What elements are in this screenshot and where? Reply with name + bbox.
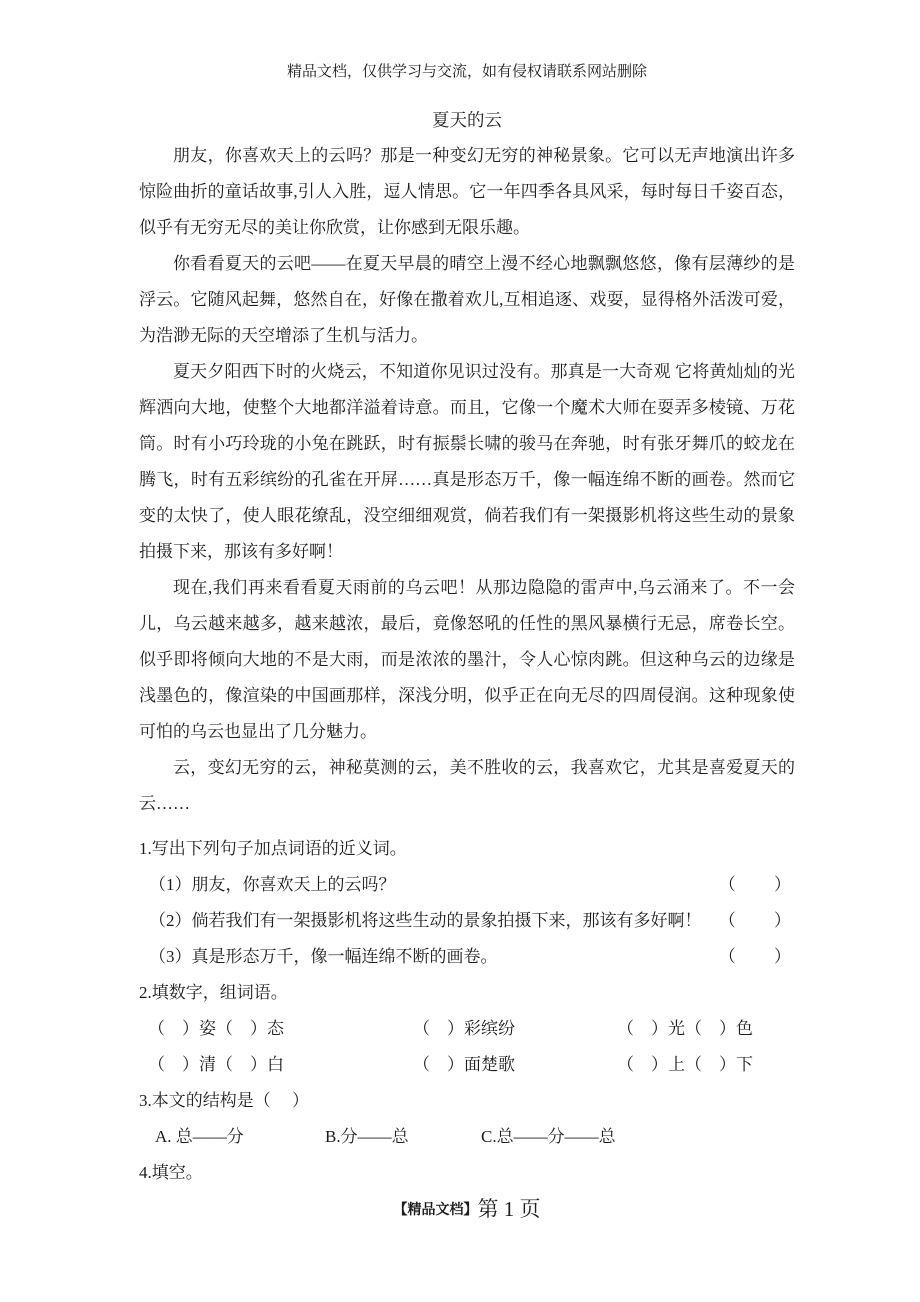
fill-word-blank: （ ）面楚歌 <box>413 1055 515 1074</box>
exercise-section <box>139 831 795 1191</box>
question-3-prompt: 3.本文的结构是（ ） <box>139 1091 309 1110</box>
question-2-prompt: 2.填数字，组词语。 <box>139 983 288 1002</box>
page-title: 夏天的云 <box>432 110 502 130</box>
question-3-options <box>139 1119 795 1155</box>
question-1-item-3 <box>139 939 795 975</box>
question-4-prompt: 4.填空。 <box>139 1163 203 1182</box>
question-1-item-3-text: （3）真是形态万千，像一幅连绵不断的画卷。 <box>149 947 498 966</box>
article-body <box>139 138 795 822</box>
question-2-row-1 <box>139 1011 795 1047</box>
paragraph-3: 夏天夕阳西下时的火烧云，不知道你见识过没有。那真是一大奇观 它将黄灿灿的光辉洒向大地，使整个大地都洋溢着诗意。而且，它像一个魔术大师在耍弄多棱镜、万花筒。时有小巧玲珑的小兔在跳跃，时有振鬃长啸的骏马在奔驰，时有张牙舞爪的蛟龙在腾飞，时有五彩缤纷的孔雀在开屏……真是形态万千，像一幅连绵不断的画卷。然而它变的太快了，使人眼花缭乱，没空细细观赏，倘若我们有一架摄影机将这些生动的景象拍摄下来，那该有多好啊！ <box>139 362 795 561</box>
question-1-item-1-text: （1）朋友，你喜欢天上的云吗？ <box>149 875 396 894</box>
question-1-prompt: 1.写出下列句子加点词语的近义词。 <box>139 839 407 858</box>
page-footer <box>139 1193 795 1223</box>
question-2-row-2 <box>139 1047 795 1083</box>
question-1-item-2 <box>139 903 795 939</box>
footer-page-number: 第 1 页 <box>477 1197 541 1221</box>
watermark-header: 精品文档，仅供学习与交流，如有侵权请联系网站删除 <box>286 64 647 80</box>
fill-word-blank: （ ）光（ ）色 <box>617 1019 753 1038</box>
option-a: A. 总——分 <box>155 1127 244 1146</box>
paragraph-2: 你看看夏天的云吧——在夏天早晨的晴空上漫不经心地飘飘悠悠，像有层薄纱的是浮云。它随风起舞，悠然自在，好像在撒着欢儿,互相追逐、戏耍，显得格外活泼可爱，为浩渺无际的天空增添了生机与活力。 <box>139 254 795 345</box>
answer-blank: （ ） <box>718 875 791 894</box>
fill-word-blank: （ ）清（ ）白 <box>148 1055 284 1074</box>
answer-blank: （ ） <box>718 947 791 966</box>
paragraph-5: 云，变幻无穷的云，神秘莫测的云，美不胜收的云，我喜欢它，尤其是喜爱夏天的云…… <box>139 758 795 813</box>
answer-blank: （ ） <box>718 911 791 930</box>
option-c: C.总——分——总 <box>481 1127 616 1146</box>
fill-word-blank: （ ）上（ ）下 <box>617 1055 753 1074</box>
question-1-item-2-text: （2）倘若我们有一架摄影机将这些生动的景象拍摄下来，那该有多好啊！ <box>149 911 702 930</box>
fill-word-blank: （ ）彩缤纷 <box>413 1019 515 1038</box>
paragraph-4: 现在,我们再来看看夏天雨前的乌云吧！从那边隐隐的雷声中,乌云涌来了。不一会儿，乌云越来越多，越来越浓，最后，竟像怒吼的任性的黑风暴横行无忌，席卷长空。似乎即将倾向大地的不是大雨，而是浓浓的墨汁，令人心惊肉跳。但这种乌云的边缘是浅墨色的，像渲染的中国画那样，深浅分明，似乎正在向无尽的四周侵润。这种现象使可怕的乌云也显出了几分魅力。 <box>139 578 795 741</box>
footer-watermark-badge: 【精品文档】 <box>393 1203 478 1218</box>
question-1-item-1 <box>139 867 795 903</box>
paragraph-1: 朋友，你喜欢天上的云吗？那是一种变幻无穷的神秘景象。它可以无声地演出许多惊险曲折的童话故事,引人入胜，逗人情思。它一年四季各具风采，每时每日千姿百态，似乎有无穷无尽的美让你欣赏，让你感到无限乐趣。 <box>139 146 795 237</box>
option-b: B.分——总 <box>325 1127 409 1146</box>
fill-word-blank: （ ）姿（ ）态 <box>148 1019 284 1038</box>
